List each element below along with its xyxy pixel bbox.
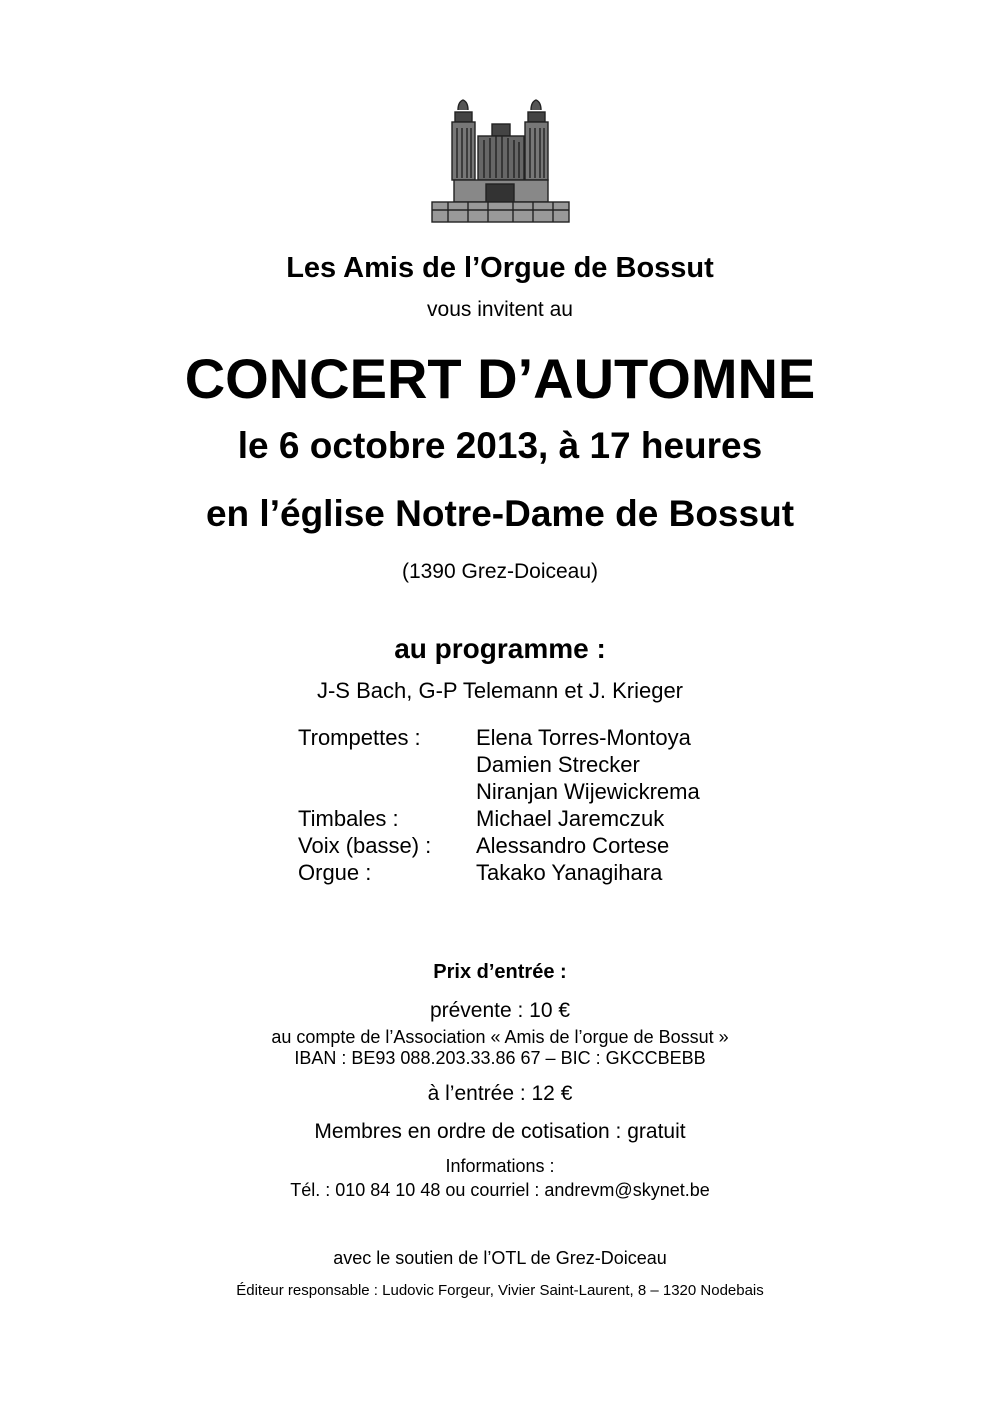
performer-role: Trompettes : (298, 725, 421, 750)
performer-row (298, 724, 691, 751)
program-heading: au programme : (394, 633, 606, 664)
publisher-text: Éditeur responsable : Ludovic Forgeur, Vivier Saint-Laurent, 8 – 1320 Nodebais (236, 1282, 764, 1299)
performer-role: Orgue : (298, 860, 372, 885)
performer-name: Damien Strecker (476, 752, 640, 777)
composers: J-S Bach, G-P Telemann et J. Krieger (316, 678, 684, 703)
concert-title: CONCERT D’AUTOMNE (184, 347, 816, 410)
info-heading: Informations : (445, 1156, 555, 1176)
account-info: au compte de l’Association « Amis de l’orgue de Bossut » (271, 1027, 729, 1047)
contact-info: Tél. : 010 84 10 48 ou courriel : andrevm@skynet.be (290, 1180, 710, 1200)
support-text: avec le soutien de l’OTL de Grez-Doiceau (333, 1248, 667, 1268)
performer-name: Elena Torres-Montoya (476, 725, 691, 750)
performer-name: Michael Jaremczuk (476, 806, 665, 831)
organ-illustration-icon (428, 98, 573, 233)
performer-row (298, 805, 664, 832)
bank-details: IBAN : BE93 088.203.33.86 67 – BIC : GKCCBEBB (294, 1048, 706, 1068)
members-price: Membres en ordre de cotisation : gratuit (314, 1120, 686, 1143)
performer-row (298, 751, 640, 778)
performer-name: Alessandro Cortese (476, 833, 670, 858)
performer-role: Voix (basse) : (298, 833, 432, 858)
concert-date: le 6 octobre 2013, à 17 heures (237, 425, 763, 466)
concert-venue: en l’église Notre-Dame de Bossut (205, 493, 795, 534)
performer-row (298, 778, 700, 805)
performer-row (298, 859, 662, 886)
organizer-name: Les Amis de l’Orgue de Bossut (286, 252, 714, 284)
presale-price: prévente : 10 € (429, 999, 571, 1022)
performer-name: Takako Yanagihara (476, 860, 663, 885)
venue-location: (1390 Grez-Doiceau) (401, 560, 599, 583)
performer-name: Niranjan Wijewickrema (476, 779, 700, 804)
invite-text: vous invitent au (427, 298, 573, 321)
performer-role: Timbales : (298, 806, 399, 831)
door-price: à l’entrée : 12 € (427, 1082, 573, 1105)
pricing-heading: Prix d’entrée : (433, 961, 567, 983)
performer-row (298, 832, 669, 859)
